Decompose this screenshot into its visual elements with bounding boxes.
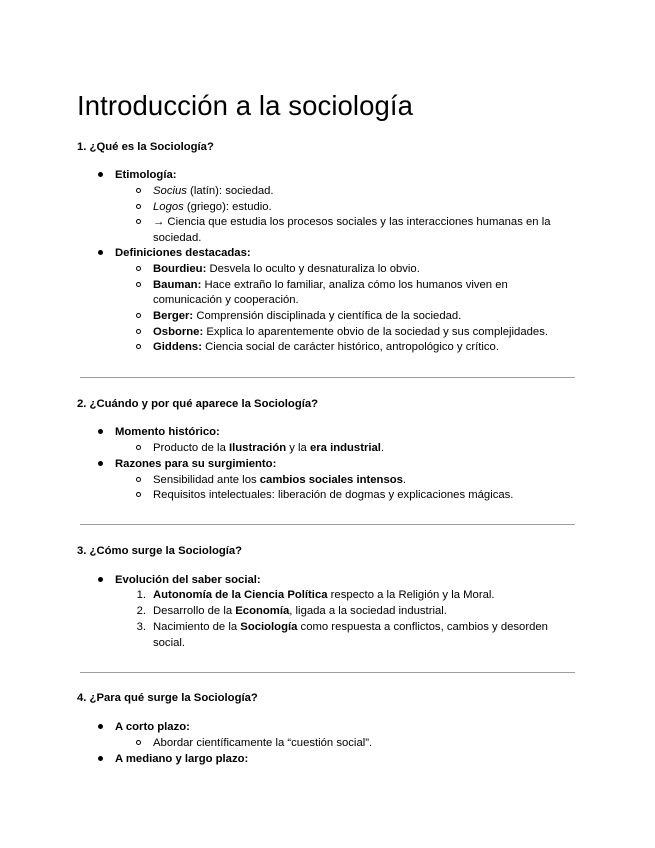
bullet-icon — [98, 577, 103, 582]
circle-bullet-icon — [136, 492, 141, 497]
circle-bullet-icon — [136, 313, 141, 318]
bullet-icon — [98, 461, 103, 466]
list-item-ciencia: → Ciencia que estudia los procesos sociales y las interacciones humanas en la — [153, 216, 551, 228]
list-number: 3. — [136, 621, 146, 633]
list-item-autonomia: Autonomía de la Ciencia Política respecto a la Religión y la Moral. — [153, 589, 495, 601]
page-title: Introducción a la sociología — [77, 90, 414, 121]
list-item-osborne: Osborne: Explica lo aparentemente obvio de la sociedad y sus complejidades. — [153, 326, 548, 338]
list-item-razones: Razones para su surgimiento: — [115, 458, 277, 470]
bullet-icon — [98, 429, 103, 434]
list-item-sensibilidad: Sensibilidad ante los cambios sociales intensos. — [153, 474, 407, 486]
section-divider — [80, 524, 575, 525]
section-3-heading: 3. ¿Cómo surge la Sociología? — [77, 545, 243, 557]
list-item-momento: Momento histórico: — [115, 426, 220, 438]
bullet-icon — [98, 250, 103, 255]
section-divider — [80, 377, 575, 378]
circle-bullet-icon — [136, 445, 141, 450]
list-item-logos: Logos (griego): estudio. — [153, 201, 272, 213]
list-item-economia: Desarrollo de la Economía, ligada a la sociedad industrial. — [153, 605, 447, 617]
section-2-heading: 2. ¿Cuándo y por qué aparece la Sociología? — [77, 398, 319, 410]
circle-bullet-icon — [136, 477, 141, 482]
list-item-mediano-plazo: A mediano y largo plazo: — [115, 753, 249, 765]
circle-bullet-icon — [136, 204, 141, 209]
list-item-bauman-cont: comunicación y cooperación. — [153, 294, 299, 306]
list-item-sociologia-cont: social. — [153, 637, 186, 649]
list-item-definiciones: Definiciones destacadas: — [115, 247, 251, 259]
list-item-bauman: Bauman: Hace extraño lo familiar, analiza cómo los humanos viven en — [153, 279, 508, 291]
list-item-sociologia: Nacimiento de la Sociología como respuesta a conflictos, cambios y desorden — [153, 621, 548, 633]
list-item-ciencia-cont: sociedad. — [153, 232, 202, 244]
circle-bullet-icon — [136, 188, 141, 193]
bullet-icon — [98, 172, 103, 177]
list-item-giddens: Giddens: Ciencia social de carácter histórico, antropológico y crítico. — [153, 341, 499, 353]
circle-bullet-icon — [136, 219, 141, 224]
circle-bullet-icon — [136, 740, 141, 745]
list-item-evolucion: Evolución del saber social: — [115, 574, 261, 586]
section-divider — [80, 672, 575, 673]
bullet-icon — [98, 724, 103, 729]
circle-bullet-icon — [136, 266, 141, 271]
list-item-etimologia: Etimología: — [115, 169, 177, 181]
list-item-socius: Socius (latín): sociedad. — [153, 185, 274, 197]
list-item-corto-plazo: A corto plazo: — [115, 721, 190, 733]
list-item-cuestion-social: Abordar científicamente la “cuestión social”. — [153, 737, 373, 749]
section-4-heading: 4. ¿Para qué surge la Sociología? — [77, 692, 258, 704]
list-number: 1. — [136, 589, 146, 601]
section-1-heading: 1. ¿Qué es la Sociología? — [77, 141, 214, 153]
circle-bullet-icon — [136, 329, 141, 334]
list-item-requisitos: Requisitos intelectuales: liberación de dogmas y explicaciones mágicas. — [153, 489, 514, 501]
circle-bullet-icon — [136, 344, 141, 349]
bullet-icon — [98, 756, 103, 761]
list-number: 2. — [136, 605, 146, 617]
list-item-producto: Producto de la Ilustración y la era industrial. — [153, 442, 385, 454]
list-item-berger: Berger: Comprensión disciplinada y científica de la sociedad. — [153, 310, 462, 322]
list-item-bourdieu: Bourdieu: Desvela lo oculto y desnaturaliza lo obvio. — [153, 263, 420, 275]
circle-bullet-icon — [136, 282, 141, 287]
